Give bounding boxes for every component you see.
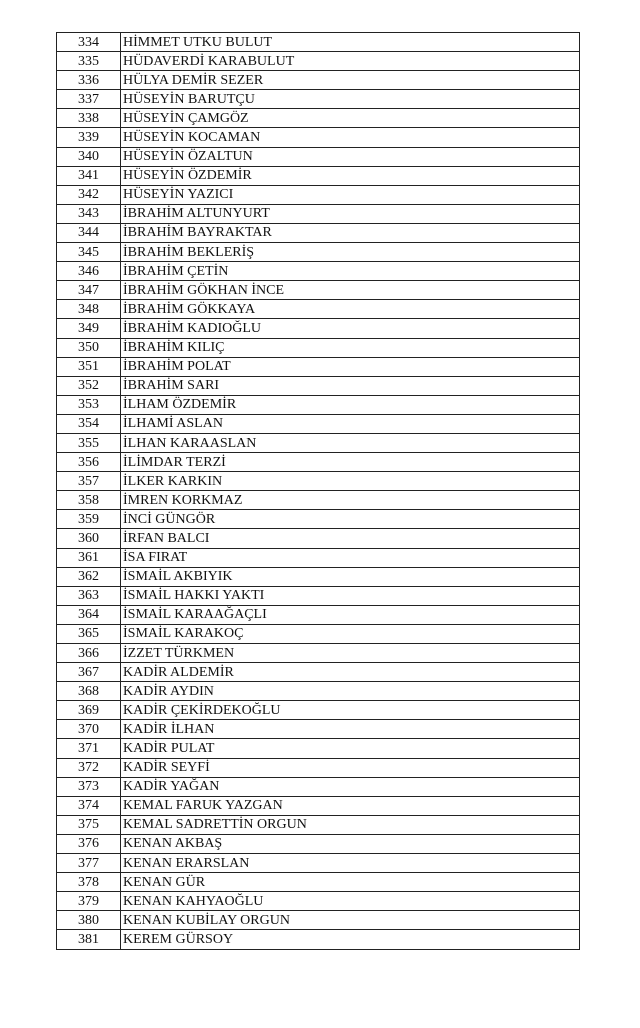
table-row	[57, 71, 580, 90]
table-row	[57, 548, 580, 567]
row-number-cell: 335	[57, 52, 121, 71]
table-row	[57, 376, 580, 395]
row-number-cell: 368	[57, 682, 121, 701]
person-name-cell: İBRAHİM POLAT	[121, 357, 580, 376]
row-number-cell: 346	[57, 262, 121, 281]
name-list-body	[57, 33, 580, 950]
table-row	[57, 720, 580, 739]
table-row	[57, 128, 580, 147]
table-row	[57, 166, 580, 185]
table-row	[57, 510, 580, 529]
person-name-cell: KADİR PULAT	[121, 739, 580, 758]
row-number-cell: 356	[57, 453, 121, 472]
table-row	[57, 796, 580, 815]
name-list-table	[56, 32, 580, 950]
row-number-cell: 337	[57, 90, 121, 109]
table-row	[57, 453, 580, 472]
person-name-cell: İLHAM ÖZDEMİR	[121, 395, 580, 414]
row-number-cell: 363	[57, 586, 121, 605]
person-name-cell: KENAN KAHYAOĞLU	[121, 892, 580, 911]
row-number-cell: 349	[57, 319, 121, 338]
row-number-cell: 336	[57, 71, 121, 90]
row-number-cell: 338	[57, 109, 121, 128]
row-number-cell: 343	[57, 204, 121, 223]
table-row	[57, 911, 580, 930]
person-name-cell: KADİR YAĞAN	[121, 777, 580, 796]
person-name-cell: HÜSEYİN ÖZDEMİR	[121, 166, 580, 185]
row-number-cell: 345	[57, 243, 121, 262]
row-number-cell: 344	[57, 223, 121, 242]
row-number-cell: 348	[57, 300, 121, 319]
row-number-cell: 371	[57, 739, 121, 758]
table-row	[57, 300, 580, 319]
row-number-cell: 350	[57, 338, 121, 357]
row-number-cell: 359	[57, 510, 121, 529]
person-name-cell: İZZET TÜRKMEN	[121, 644, 580, 663]
person-name-cell: HÜDAVERDİ KARABULUT	[121, 52, 580, 71]
row-number-cell: 375	[57, 815, 121, 834]
table-row	[57, 338, 580, 357]
person-name-cell: İBRAHİM GÖKHAN İNCE	[121, 281, 580, 300]
person-name-cell: İNCİ GÜNGÖR	[121, 510, 580, 529]
row-number-cell: 341	[57, 166, 121, 185]
table-row	[57, 815, 580, 834]
row-number-cell: 339	[57, 128, 121, 147]
person-name-cell: HÜSEYİN KOCAMAN	[121, 128, 580, 147]
table-row	[57, 930, 580, 949]
table-row	[57, 185, 580, 204]
row-number-cell: 357	[57, 472, 121, 491]
row-number-cell: 381	[57, 930, 121, 949]
table-row	[57, 281, 580, 300]
table-row	[57, 624, 580, 643]
person-name-cell: İLHAMİ ASLAN	[121, 414, 580, 433]
table-row	[57, 357, 580, 376]
row-number-cell: 369	[57, 701, 121, 720]
table-row	[57, 739, 580, 758]
table-row	[57, 243, 580, 262]
person-name-cell: HÜSEYİN BARUTÇU	[121, 90, 580, 109]
table-row	[57, 319, 580, 338]
row-number-cell: 378	[57, 873, 121, 892]
row-number-cell: 365	[57, 624, 121, 643]
table-row	[57, 472, 580, 491]
row-number-cell: 370	[57, 720, 121, 739]
table-row	[57, 109, 580, 128]
row-number-cell: 366	[57, 644, 121, 663]
row-number-cell: 353	[57, 395, 121, 414]
person-name-cell: KEREM GÜRSOY	[121, 930, 580, 949]
row-number-cell: 351	[57, 357, 121, 376]
table-row	[57, 147, 580, 166]
table-row	[57, 52, 580, 71]
table-row	[57, 682, 580, 701]
row-number-cell: 360	[57, 529, 121, 548]
person-name-cell: İRFAN BALCI	[121, 529, 580, 548]
person-name-cell: İBRAHİM KADIOĞLU	[121, 319, 580, 338]
person-name-cell: KEMAL SADRETTİN ORGUN	[121, 815, 580, 834]
row-number-cell: 372	[57, 758, 121, 777]
row-number-cell: 340	[57, 147, 121, 166]
row-number-cell: 361	[57, 548, 121, 567]
person-name-cell: HÜLYA DEMİR SEZER	[121, 71, 580, 90]
table-row	[57, 834, 580, 853]
person-name-cell: İMREN KORKMAZ	[121, 491, 580, 510]
table-row	[57, 262, 580, 281]
person-name-cell: İLKER KARKIN	[121, 472, 580, 491]
table-row	[57, 663, 580, 682]
table-row	[57, 758, 580, 777]
person-name-cell: İBRAHİM ÇETİN	[121, 262, 580, 281]
row-number-cell: 367	[57, 663, 121, 682]
table-row	[57, 854, 580, 873]
row-number-cell: 364	[57, 605, 121, 624]
table-row	[57, 491, 580, 510]
table-row	[57, 414, 580, 433]
person-name-cell: İBRAHİM BEKLERİŞ	[121, 243, 580, 262]
person-name-cell: KADİR AYDIN	[121, 682, 580, 701]
row-number-cell: 376	[57, 834, 121, 853]
person-name-cell: KADİR ÇEKİRDEKOĞLU	[121, 701, 580, 720]
table-row	[57, 777, 580, 796]
person-name-cell: İLHAN KARAASLAN	[121, 433, 580, 452]
person-name-cell: İSA FIRAT	[121, 548, 580, 567]
person-name-cell: HÜSEYİN YAZICI	[121, 185, 580, 204]
person-name-cell: KENAN GÜR	[121, 873, 580, 892]
person-name-cell: İLİMDAR TERZİ	[121, 453, 580, 472]
row-number-cell: 379	[57, 892, 121, 911]
table-row	[57, 892, 580, 911]
person-name-cell: HÜSEYİN ÖZALTUN	[121, 147, 580, 166]
person-name-cell: HÜSEYİN ÇAMGÖZ	[121, 109, 580, 128]
table-row	[57, 529, 580, 548]
person-name-cell: KADİR SEYFİ	[121, 758, 580, 777]
person-name-cell: İBRAHİM ALTUNYURT	[121, 204, 580, 223]
person-name-cell: İBRAHİM SARI	[121, 376, 580, 395]
table-row	[57, 567, 580, 586]
person-name-cell: İSMAİL KARAAĞAÇLI	[121, 605, 580, 624]
row-number-cell: 362	[57, 567, 121, 586]
row-number-cell: 373	[57, 777, 121, 796]
person-name-cell: İSMAİL AKBIYIK	[121, 567, 580, 586]
person-name-cell: İSMAİL KARAKOÇ	[121, 624, 580, 643]
row-number-cell: 334	[57, 33, 121, 52]
person-name-cell: HİMMET UTKU BULUT	[121, 33, 580, 52]
row-number-cell: 355	[57, 433, 121, 452]
table-row	[57, 204, 580, 223]
table-row	[57, 33, 580, 52]
person-name-cell: İBRAHİM GÖKKAYA	[121, 300, 580, 319]
row-number-cell: 377	[57, 854, 121, 873]
table-row	[57, 223, 580, 242]
row-number-cell: 342	[57, 185, 121, 204]
table-row	[57, 701, 580, 720]
table-row	[57, 605, 580, 624]
row-number-cell: 380	[57, 911, 121, 930]
row-number-cell: 358	[57, 491, 121, 510]
table-row	[57, 873, 580, 892]
person-name-cell: KENAN KUBİLAY ORGUN	[121, 911, 580, 930]
person-name-cell: KEMAL FARUK YAZGAN	[121, 796, 580, 815]
person-name-cell: İBRAHİM KILIÇ	[121, 338, 580, 357]
row-number-cell: 352	[57, 376, 121, 395]
person-name-cell: KADİR İLHAN	[121, 720, 580, 739]
person-name-cell: KADİR ALDEMİR	[121, 663, 580, 682]
table-row	[57, 586, 580, 605]
table-row	[57, 433, 580, 452]
row-number-cell: 374	[57, 796, 121, 815]
person-name-cell: İSMAİL HAKKI YAKTI	[121, 586, 580, 605]
table-row	[57, 644, 580, 663]
table-row	[57, 90, 580, 109]
row-number-cell: 354	[57, 414, 121, 433]
person-name-cell: KENAN AKBAŞ	[121, 834, 580, 853]
table-row	[57, 395, 580, 414]
person-name-cell: İBRAHİM BAYRAKTAR	[121, 223, 580, 242]
person-name-cell: KENAN ERARSLAN	[121, 854, 580, 873]
row-number-cell: 347	[57, 281, 121, 300]
